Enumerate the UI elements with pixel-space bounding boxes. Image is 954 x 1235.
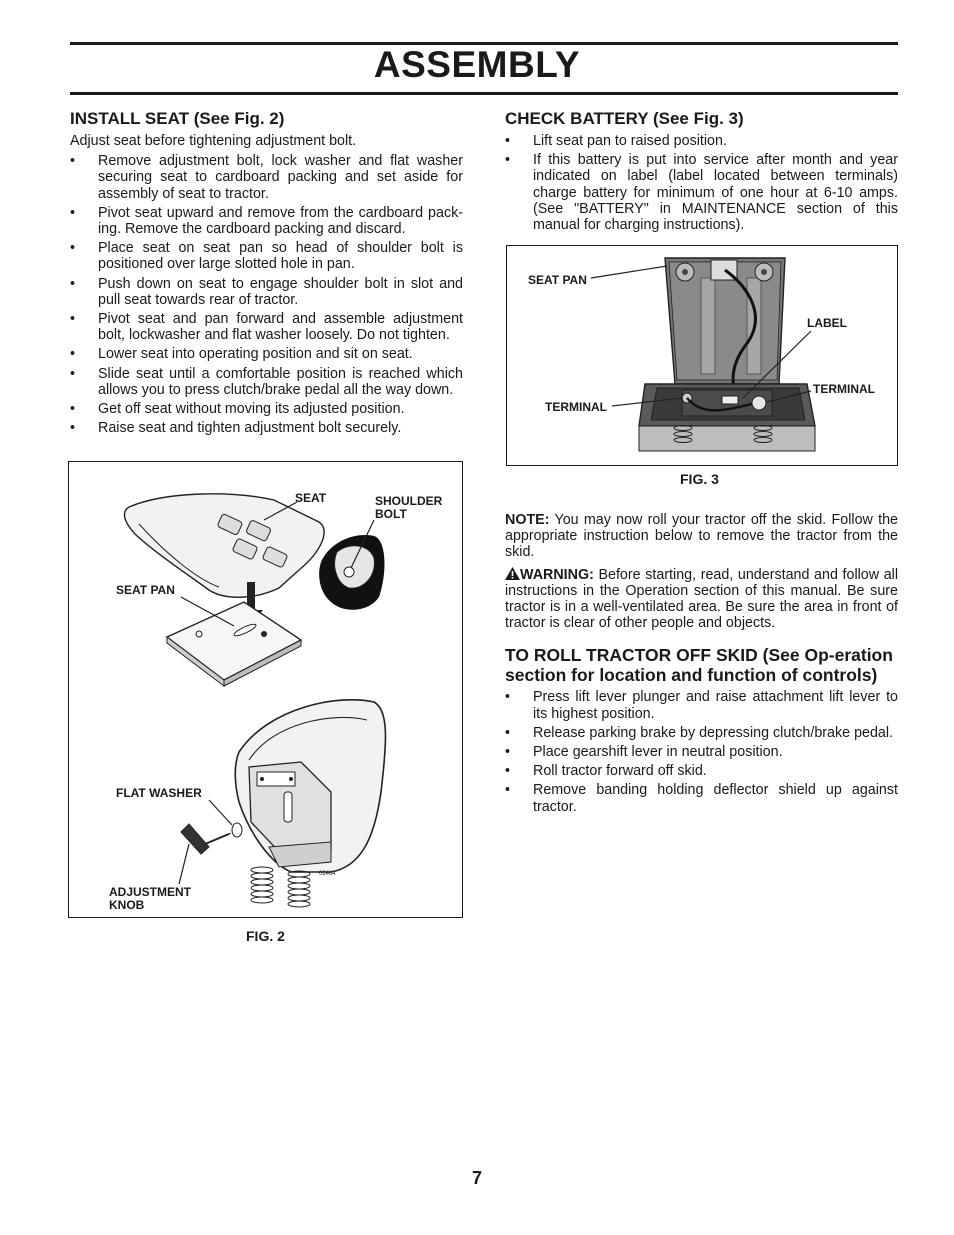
check-battery-heading: CHECK BATTERY (See Fig. 3) — [505, 109, 744, 128]
list-item: • Remove banding holding deflector shield up against tractor. — [505, 782, 898, 814]
label-seat-pan: SEAT PAN — [116, 583, 175, 597]
warning-lead: WARNING: — [520, 566, 594, 583]
list-item: • Roll tractor forward off skid. — [505, 763, 898, 779]
list-item: • Lift seat pan to raised position. — [505, 133, 898, 149]
list-item: • Press lift lever plunger and raise attachment lift lever to its highest position. — [505, 689, 898, 721]
page-title: ASSEMBLY — [373, 44, 581, 85]
label-flat-washer: FLAT WASHER — [116, 786, 202, 800]
list-item: • Release parking brake by depressing clutch/brake pedal. — [505, 725, 898, 741]
list-item: • Remove adjustment bolt, lock washer and flat washer securing seat to cardboard packing and set aside for assembly of seat to tractor. — [70, 153, 463, 202]
list-item: • Slide seat until a comfortable position is reached which allows you to press clutch/brake pedal all the way down. — [70, 366, 463, 398]
page-number: 7 — [471, 1168, 482, 1188]
list-item: • Raise seat and tighten adjustment bolt securely. — [70, 420, 463, 436]
label-terminal-left: TERMINAL — [545, 400, 607, 414]
notes-section — [505, 512, 898, 818]
install-seat-intro: Adjust seat before tightening adjustment bolt. — [70, 133, 357, 149]
warning-triangle-icon — [505, 567, 520, 583]
note-paragraph — [505, 512, 898, 561]
list-item: • Push down on seat to engage shoulder bolt in slot and pull seat towards rear of tractor. — [70, 276, 463, 308]
label-battery-label: LABEL — [807, 316, 847, 330]
label-shoulder-bolt: SHOULDER BOLT — [375, 494, 443, 521]
label-seat-pan-fig3: SEAT PAN — [528, 273, 587, 287]
note-lead: NOTE: — [505, 512, 550, 528]
list-item: • Pivot seat and pan forward and assemble adjustment bolt, lockwasher and flat washer loosely. Do not tighten. — [70, 311, 463, 343]
check-battery-section — [505, 109, 898, 236]
label-seat: SEAT — [295, 491, 327, 505]
figure-2-box — [68, 461, 463, 918]
seat-assembly-illustration — [69, 462, 462, 917]
label-adjustment-knob: ADJUSTMENT KNOB — [109, 885, 192, 912]
list-item: • If this battery is put into service after month and year indicated on label (label located between terminals) charge battery for minimum of one hour at 6-10 amps. (See "BATTERY" in MAINTENANCE section of this manual for charging instructions). — [505, 152, 898, 233]
warning-paragraph — [505, 567, 898, 632]
list-item: • Place seat on seat pan so head of shoulder bolt is positioned over large slotted hole in pan. — [70, 240, 463, 272]
install-seat-steps — [70, 153, 463, 436]
label-part-number: 02464 — [319, 871, 336, 877]
label-terminal-right: TERMINAL — [813, 382, 875, 396]
install-seat-heading: INSTALL SEAT (See Fig. 2) — [70, 109, 285, 128]
title-rule — [70, 92, 898, 95]
note-text: You may now roll your tractor off the skid. Follow the appropriate instruction below to remove the tractor from the skid. — [505, 512, 898, 561]
check-battery-steps — [505, 133, 898, 233]
list-item: • Get off seat without moving its adjusted position. — [70, 401, 463, 417]
list-item: • Lower seat into operating position and sit on seat. — [70, 346, 463, 362]
figure-2-caption: FIG. 2 — [246, 928, 285, 944]
roll-tractor-steps — [505, 689, 898, 814]
list-item: • Place gearshift lever in neutral position. — [505, 744, 898, 760]
figure-3-caption: FIG. 3 — [680, 471, 719, 487]
install-seat-section — [70, 109, 463, 439]
roll-tractor-heading: TO ROLL TRACTOR OFF SKID (See Op-eration section for location and function of controls) — [505, 645, 893, 686]
warning-text: Before starting, read, understand and follow all instructions in the Operation section of this manual. Be sure tractor is in a well-ventilated area. Be sure the area in front of tractor is clear of other people and objects. — [505, 566, 898, 632]
list-item: • Pivot seat upward and remove from the cardboard pack-ing. Remove the cardboard packing and discard. — [70, 205, 463, 237]
figure-3-box — [506, 245, 898, 466]
